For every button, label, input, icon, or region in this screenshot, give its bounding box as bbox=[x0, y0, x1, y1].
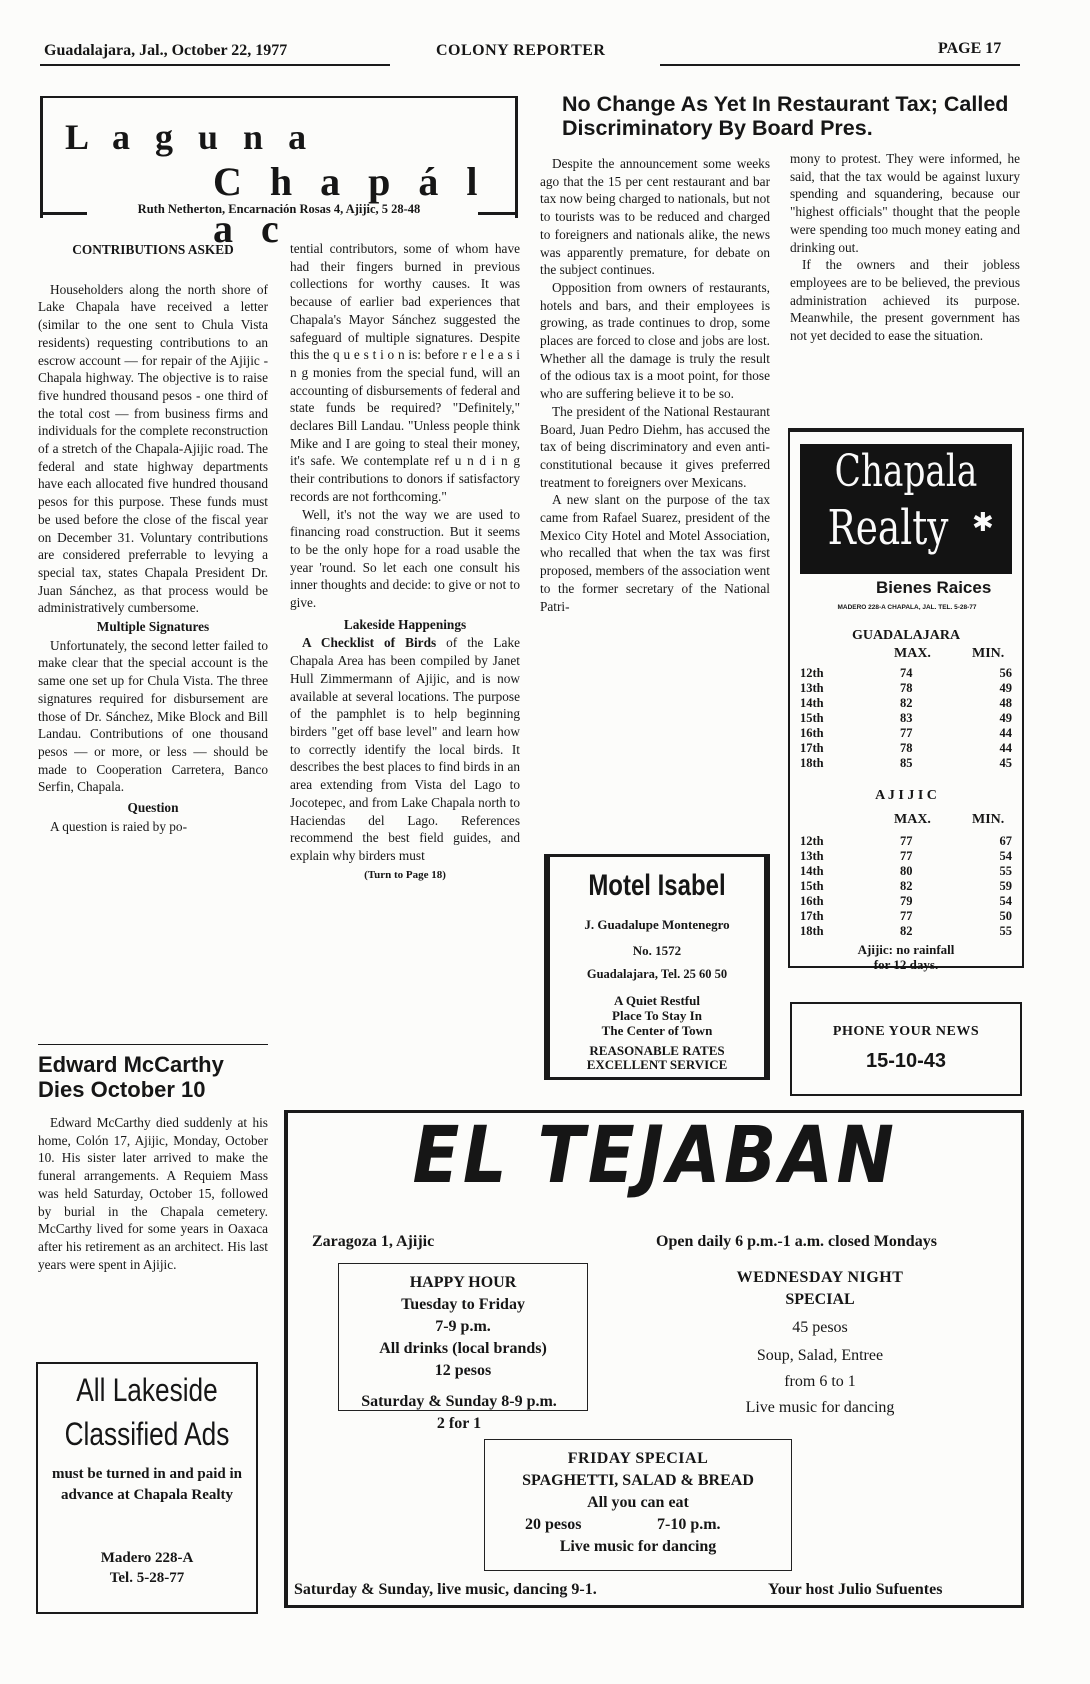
tejaban-address: Zaragoza 1, Ajijic bbox=[312, 1233, 435, 1250]
table-row: 17th 77 50 bbox=[800, 909, 1012, 923]
tax-paragraph: Despite the announcement some weeks ago that the 15 per cent restaurant and bar tax now being charged to nationals, but not to tourists was to be reduced and charged to foreigners and nationals alike, the news was apparently premature, for debate on the subject continues. bbox=[540, 156, 770, 278]
table-row: 14th 82 48 bbox=[800, 696, 1012, 710]
column-title-line1: L a g u n a bbox=[65, 117, 315, 157]
column-byline: Ruth Netherton, Encarnación Rosas 4, Ajijic, 5 28-48 bbox=[137, 202, 421, 216]
ajijic-max-label: MAX. bbox=[894, 812, 931, 827]
tejaban-hours: Open daily 6 p.m.-1 a.m. closed Mondays bbox=[656, 1233, 937, 1250]
weekend-offer: 2 for 1 bbox=[436, 1415, 482, 1432]
wednesday-menu: Soup, Salad, Entree bbox=[756, 1347, 884, 1364]
page-number: PAGE 17 bbox=[938, 40, 1002, 57]
lakeside-lead: A Checklist of Birds bbox=[302, 635, 437, 651]
tax-story-col1 bbox=[540, 155, 770, 615]
realty-tagline: Bienes Raices bbox=[876, 578, 992, 597]
friday-menu: SPAGHETTI, SALAD & BREAD bbox=[522, 1472, 754, 1489]
phone-news-label: PHONE YOUR NEWS bbox=[832, 1024, 980, 1039]
classified-title-line2: Classified Ads bbox=[64, 1416, 230, 1452]
lakeside-text: of the Lake Chapala Area has been compiled by Janet Hull Zimmermann of Ajijic, and is now available at several locations. The purpose of the pamphlet is to help beginning birders "get off base level" and learn how to correctly identify the local birds. It describes the best places to find birds in an area extending from Vista del Lago to Jocotepec, and from Lake Chapala north to Haciendas del Lago. References recommend the best field guides, and explain why birders must bbox=[290, 635, 521, 863]
table-row: 13th 78 49 bbox=[800, 681, 1012, 695]
motel-tagline: Place To Stay In bbox=[612, 1008, 702, 1023]
contributions-paragraph: A question is raied by po- bbox=[50, 818, 188, 834]
motel-tagline: A Quiet Restful bbox=[614, 993, 700, 1008]
contributions-cont-paragraph: Well, it's not the way we are used to financing road construction. But it seems to be the only hope for a road usable the year 'round. So let each one consult his inner thoughts and decide: to give or not to give. bbox=[290, 506, 520, 611]
classified-ad bbox=[36, 1362, 258, 1614]
tax-paragraph: A new slant on the purpose of the tax came from Rafael Suarez, president of the Mexico City Hotel and Motel Association, who recalled that when the tax was first proposed, members of the association went to the former secretary of the National Patri- bbox=[540, 492, 770, 614]
table-row: 15th 83 49 bbox=[800, 711, 1012, 725]
question-subhead: Question bbox=[127, 800, 179, 816]
tax-paragraph: mony to protest. They were informed, he said, that the tax would be against luxury spending and squandering, because our "highest officials" thought that the people were spending too much money eating and drinking out. bbox=[790, 151, 1020, 255]
tax-story-col2 bbox=[790, 150, 1020, 345]
rainfall-note-line2: for 12 days. bbox=[873, 957, 939, 972]
table-row: 18th 82 55 bbox=[800, 924, 1012, 938]
byline-rule-left bbox=[43, 212, 87, 215]
table-row: 16th 79 54 bbox=[800, 894, 1012, 908]
gdl-title: GUADALAJARA bbox=[851, 628, 961, 643]
table-row: 12th 77 67 bbox=[800, 834, 1012, 848]
motel-service: EXCELLENT SERVICE bbox=[586, 1057, 728, 1072]
friday-all-you-can-eat: All you can eat bbox=[587, 1494, 689, 1511]
contributions-continued bbox=[290, 240, 520, 884]
motel-number: No. 1572 bbox=[632, 943, 682, 958]
multiple-signatures-subhead: Multiple Signatures bbox=[96, 619, 210, 635]
motel-owner: J. Guadalupe Montenegro bbox=[584, 917, 730, 932]
phone-news-number: 15-10-43 bbox=[865, 1050, 947, 1072]
weekend-special: Saturday & Sunday 8-9 p.m. bbox=[361, 1393, 557, 1410]
friday-title: FRIDAY SPECIAL bbox=[567, 1450, 709, 1467]
column-title-line2: C h a p á l a c bbox=[213, 159, 487, 251]
column-divider bbox=[38, 1044, 268, 1045]
tejaban-ad bbox=[284, 1110, 1024, 1608]
byline-rule-right bbox=[478, 212, 516, 215]
contributions-paragraph: Unfortunately, the second letter failed to make clear that the special account is the same one set up for Chula Vista. The three signatures required for disbursement are those of Dr. Sánchez, Mike Block and Bill Landau. Contributions of one thousand pesos — or more, or less — should be made to Cooperation Carretera, Banco Serfin, Chapala. bbox=[38, 637, 268, 795]
classified-address: Madero 228-A bbox=[100, 1550, 194, 1566]
gdl-max-label: MAX. bbox=[894, 646, 931, 661]
tejaban-name: EL TEJABAN bbox=[412, 1111, 898, 1201]
rainfall-note-line1: Ajijic: no rainfall bbox=[857, 942, 955, 957]
motel-ad bbox=[544, 854, 770, 1080]
classified-title-line1: All Lakeside bbox=[76, 1372, 218, 1408]
contributions-cont-paragraph: tential contributors, some of whom have had their fingers burned in previous collections for worthy causes. It was because of earlier bad experiences that Chapala's Mayor Sánchez suggested the safeguard of multiple signatures. Despite this the q u e s t i o n is: before r e l e a s i n g monies from the special fund, will an accounting of disbursements of federal and state funds be required? "Definitely," declares Bill Landau. "Unless people think Mike and I are going to steal their money, it's safe. We contemplate ref u n d i n g their contributions to donors if satisfactory records are not forthcoming." bbox=[290, 241, 520, 504]
wednesday-title: SPECIAL bbox=[785, 1291, 855, 1308]
ajijic-min-label: MIN. bbox=[972, 812, 1005, 827]
phone-news-box bbox=[790, 1002, 1022, 1096]
lakeside-heading: Lakeside Happenings bbox=[343, 616, 467, 632]
motel-tagline: The Center of Town bbox=[601, 1023, 713, 1038]
happy-hour-days: Tuesday to Friday bbox=[401, 1296, 525, 1313]
realty-star-icon: ✱ bbox=[972, 508, 994, 537]
masthead-rule-right bbox=[660, 64, 1020, 66]
wednesday-title: WEDNESDAY NIGHT bbox=[736, 1269, 904, 1286]
table-row: 12th 74 56 bbox=[800, 666, 1012, 680]
table-row: 15th 82 59 bbox=[800, 879, 1012, 893]
realty-address: MADERO 228-A CHAPALA, JAL. TEL. 5-28-77 bbox=[837, 604, 977, 611]
mccarthy-body: Edward McCarthy died suddenly at his home, Colón 17, Ajijic, Monday, October 10. His sister later arrived to make the funeral arrangements. A Requiem Mass was held Saturday, October 15, followed by burial in the Chapala cemetery. McCarthy lived for some years in Oaxaca after his retirement as an architect. His last years were spent in Ajijic. bbox=[38, 1115, 268, 1272]
contributions-heading: CONTRIBUTIONS ASKED bbox=[72, 242, 234, 257]
mccarthy-headline: Edward McCarthy Dies October 10 bbox=[38, 1052, 224, 1102]
happy-hour-title: HAPPY HOUR bbox=[409, 1274, 517, 1291]
tejaban-footer-left: Saturday & Sunday, live music, dancing 9-1. bbox=[294, 1581, 597, 1598]
paper-name: COLONY REPORTER bbox=[436, 42, 606, 59]
lakeside-body bbox=[290, 634, 520, 864]
wednesday-price: 45 pesos bbox=[792, 1319, 848, 1336]
mccarthy-article bbox=[38, 1114, 268, 1273]
contributions-paragraph: Householders along the north shore of Lake Chapala have received a letter (similar to the one sent to Chula Vista residents) requesting contributions to an escrow account — for repair of the Ajijic - Chapala highway. The objective is to raise five hundred thousand pesos - one third of the total cost — from business firms and individuals for the complete reconstruction of a stretch of the Chapala-Ajijic road. The federal and state highway departments have each allocated five hundred thousand pesos for this purpose. These funds must be used before the close of the fiscal year on December 31. Voluntary contributions are considered preferrable to levying a special tax, states Chapala President Dr. Juan Sánchez, as that process would be administratively cumbersome. bbox=[38, 281, 268, 616]
friday-time: 7-10 p.m. bbox=[657, 1516, 721, 1533]
motel-rates: REASONABLE RATES bbox=[589, 1043, 725, 1058]
happy-hour-box bbox=[338, 1263, 588, 1411]
tejaban-footer-right: Your host Julio Sufuentes bbox=[768, 1581, 943, 1598]
motel-city-tel: Guadalajara, Tel. 25 60 50 bbox=[586, 967, 728, 981]
happy-hour-drinks: All drinks (local brands) bbox=[379, 1340, 547, 1357]
masthead-rule-left bbox=[40, 64, 390, 66]
wednesday-time: from 6 to 1 bbox=[784, 1373, 856, 1390]
table-row: 13th 77 54 bbox=[800, 849, 1012, 863]
ajijic-table bbox=[800, 834, 1012, 939]
table-row: 14th 80 55 bbox=[800, 864, 1012, 878]
contributions-article bbox=[38, 240, 268, 836]
realty-weather-box bbox=[788, 428, 1024, 972]
dateline: Guadalajara, Jal., October 22, 1977 bbox=[44, 42, 288, 59]
happy-hour-price: 12 pesos bbox=[434, 1362, 492, 1379]
friday-special-box bbox=[484, 1439, 792, 1571]
tax-paragraph: Opposition from owners of restaurants, hotels and bars, and their employees is growing, as trade continues to drop, some places are forced to close and jobs are lost. Whether all the damage is truly the result of the odious tax is a moot point, for those who are suffering believe it to be so. bbox=[540, 279, 770, 402]
table-row: 18th 85 45 bbox=[800, 756, 1012, 770]
tax-paragraph: The president of the National Restaurant Board, Juan Pedro Diehm, has accused the tax of being discriminatory and even anti-constitutional because it gives preferred treatment to foreigners over Mexicans. bbox=[540, 403, 770, 490]
motel-name: Motel Isabel bbox=[588, 869, 726, 902]
tax-headline: No Change As Yet In Restaurant Tax; Called Discriminatory By Board Pres. bbox=[562, 92, 1009, 140]
realty-logo-line2: Realty bbox=[827, 500, 949, 556]
realty-logo-line1: Chapala bbox=[834, 446, 978, 497]
classified-body: must be turned in and paid in advance at Chapala Realty bbox=[51, 1466, 243, 1503]
gdl-table bbox=[800, 666, 1012, 771]
happy-hour-time: 7-9 p.m. bbox=[435, 1318, 491, 1335]
realty-logo-block bbox=[800, 444, 1012, 574]
ajijic-title: A J I J I C bbox=[875, 788, 937, 803]
tax-paragraph: If the owners and their jobless employees are to be believed, the previous administration achieved its purpose. Meanwhile, the present government has not yet decided to ease the situation. bbox=[790, 257, 1020, 344]
table-row: 17th 78 44 bbox=[800, 741, 1012, 755]
classified-tel: Tel. 5-28-77 bbox=[109, 1570, 185, 1586]
turn-to-page-link[interactable]: (Turn to Page 18) bbox=[364, 868, 446, 881]
gdl-min-label: MIN. bbox=[972, 646, 1005, 661]
friday-price: 20 pesos bbox=[525, 1516, 582, 1533]
wednesday-music: Live music for dancing bbox=[745, 1399, 895, 1416]
friday-music: Live music for dancing bbox=[559, 1538, 717, 1555]
table-row: 16th 77 44 bbox=[800, 726, 1012, 740]
